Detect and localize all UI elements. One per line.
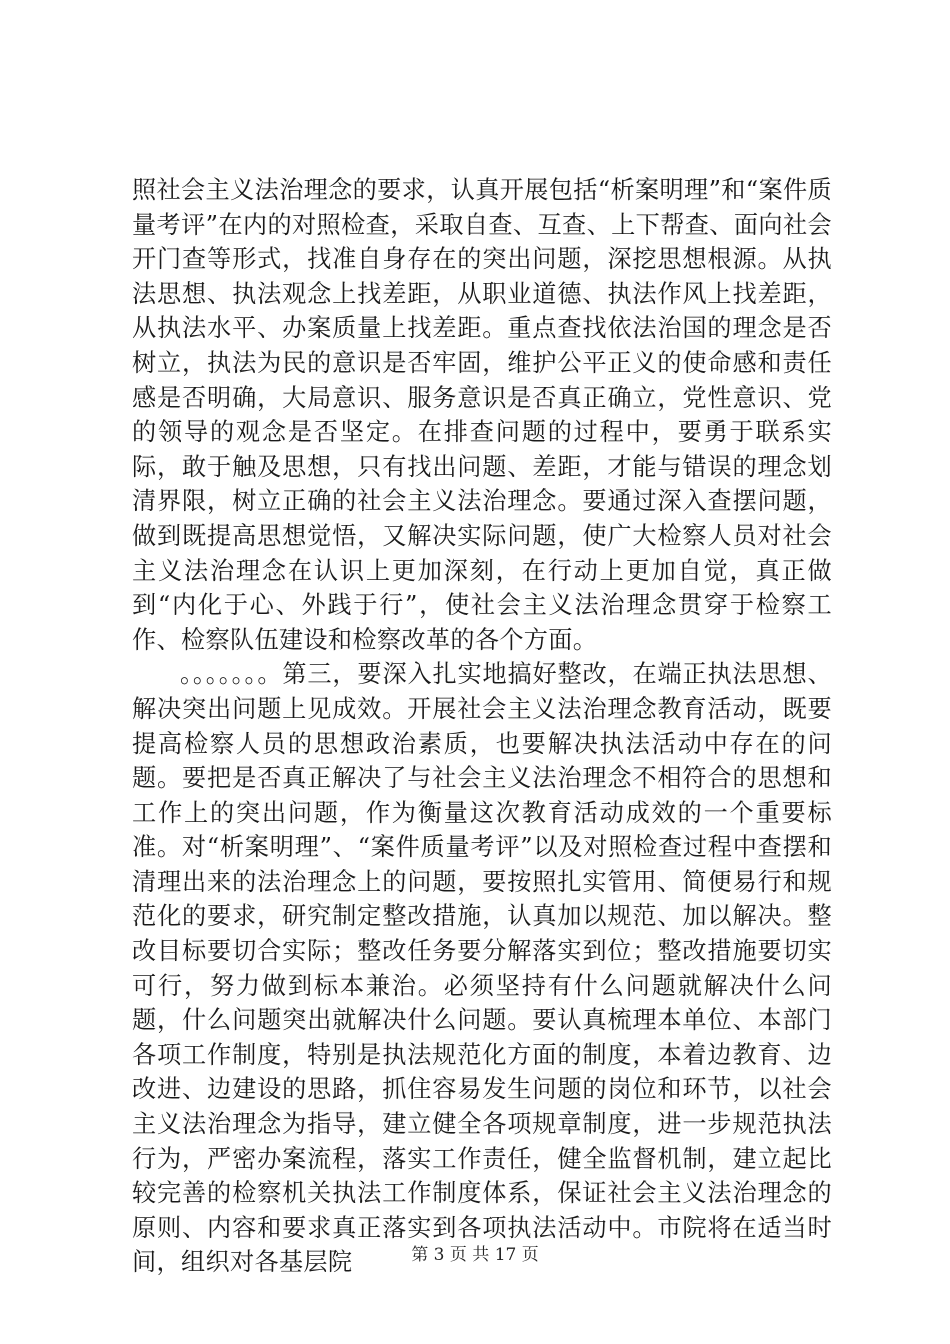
paragraph-2: 。。。。。。。第三，要深入扎实地搞好整改，在端正执法思想、解决突出问题上见成效。开展社会主义法治理念教育活动，既要提高检察人员的思想政治素质，也要解决执法活动中存在的问题。要把是否真正解决了与社会主义法治理念不相符合的思想和工作上的突出问题，作为衡量这次教育活动成效的一个重要标准。对“析案明理”、“案件质量考评”以及对照检查过程中查摆和清理出来的法治理念上的问题，要按照扎实管用、简便易行和规范化的要求，研究制定整改措施，认真加以规范、加以解决。整改目标要切合实际；整改任务要分解落实到位；整改措施要切实可行，努力做到标本兼治。必须坚持有什么问题就解决什么问题，什么问题突出就解决什么问题。要认真梳理本单位、本部门各项工作制度，特别是执法规范化方面的制度，本着边教育、边改进、边建设的思路，抓住容易发生问题的岗位和环节，以社会主义法治理念为指导，建立健全各项规章制度，进一步规范执法行为，严密办案流程，落实工作责任，健全监督机制，建立起比较完善的检察机关执法工作制度体系，保证社会主义法治理念的原则、内容和要求真正落实到各项执法活动中。市院将在适当时间，组织对各基层院: [132, 660, 832, 1277]
page-footer: 第 3 页 共 17 页: [411, 1245, 539, 1265]
paragraph-1: 照社会主义法治理念的要求，认真开展包括“析案明理”和“案件质量考评”在内的对照检查，采取自查、互查、上下帮查、面向社会开门查等形式，找准自身存在的突出问题，深挖思想根源。从执法思想、执法观念上找差距，从职业道德、执法作风上找差距，从执法水平、办案质量上找差距。重点查找依法治国的理念是否树立，执法为民的意识是否牢固，维护公平正义的使命感和责任感是否明确，大局意识、服务意识是否真正确立，党性意识、党的领导的观念是否坚定。在排查问题的过程中，要勇于联系实际，敢于触及思想，只有找出问题、差距，才能与错误的理念划清界限，树立正确的社会主义法治理念。要通过深入查摆问题，做到既提高思想觉悟，又解决实际问题，使广大检察人员对社会主义法治理念在认识上更加深刻，在行动上更加自觉，真正做到“内化于心、外践于行”，使社会主义法治理念贯穿于检察工作、检察队伍建设和检察改革的各个方面。: [132, 176, 832, 654]
document-body: [132, 173, 832, 1280]
